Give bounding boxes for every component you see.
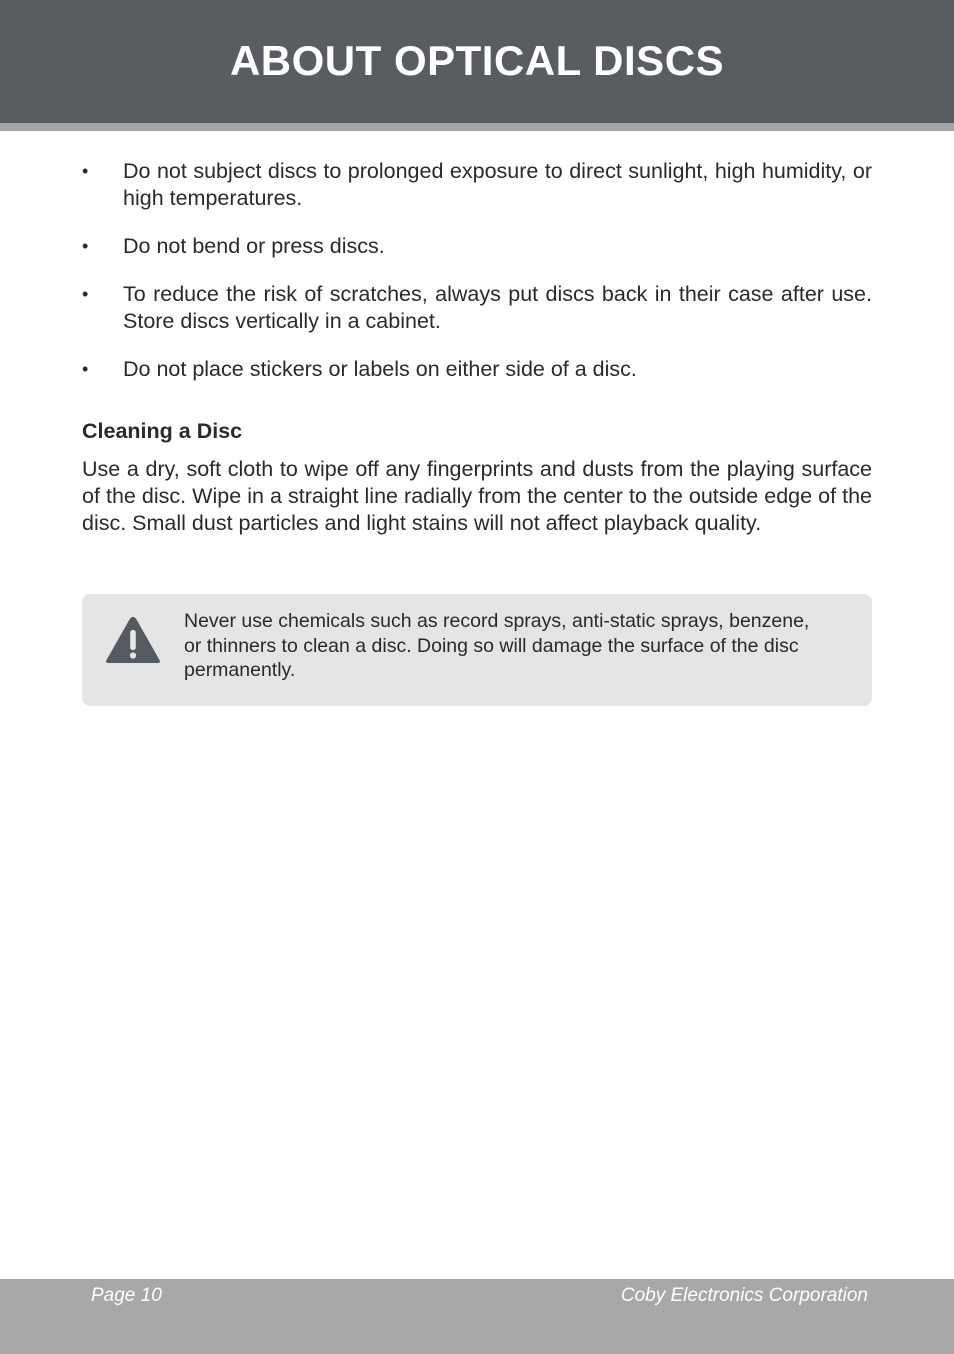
list-item: [82, 158, 872, 212]
warning-box: [82, 594, 872, 706]
bullet-marker: •: [82, 284, 89, 304]
warning-text: Never use chemicals such as record sprays, anti-static sprays, benzene, or thinners to clean a disc. Doing so will damage the surface of the disc permanently.: [184, 610, 810, 681]
page-number: Page 10: [91, 1285, 162, 1306]
section-body: Use a dry, soft cloth to wipe off any fingerprints and dusts from the playing surface of the disc. Wipe in a straight line radially from the center to the outside edge of the disc. Small dust particles and light stains will not affect playback quality.: [82, 457, 872, 535]
page-footer: [0, 1279, 954, 1354]
list-item-text: Do not subject discs to prolonged exposure to direct sunlight, high humidity, or high temperatures.: [123, 159, 872, 210]
list-item: [82, 233, 872, 260]
page-title: ABOUT OPTICAL DISCS: [229, 37, 725, 84]
precautions-list: [82, 158, 872, 404]
bullet-marker: •: [82, 161, 89, 181]
list-item-text: Do not place stickers or labels on either side of a disc.: [123, 357, 637, 381]
warning-triangle-icon: [104, 614, 162, 666]
bullet-marker: •: [82, 236, 89, 256]
header-divider: [0, 123, 954, 131]
list-item-text: Do not bend or press discs.: [123, 234, 385, 258]
list-item: [82, 356, 872, 383]
page-header: [0, 0, 954, 123]
list-item: [82, 281, 872, 335]
list-item-text: To reduce the risk of scratches, always put discs back in their case after use. Store discs vertically in a cabinet.: [123, 282, 872, 333]
company-name: Coby Electronics Corporation: [620, 1285, 868, 1306]
bullet-marker: •: [82, 359, 89, 379]
section-heading: Cleaning a Disc: [82, 419, 243, 443]
